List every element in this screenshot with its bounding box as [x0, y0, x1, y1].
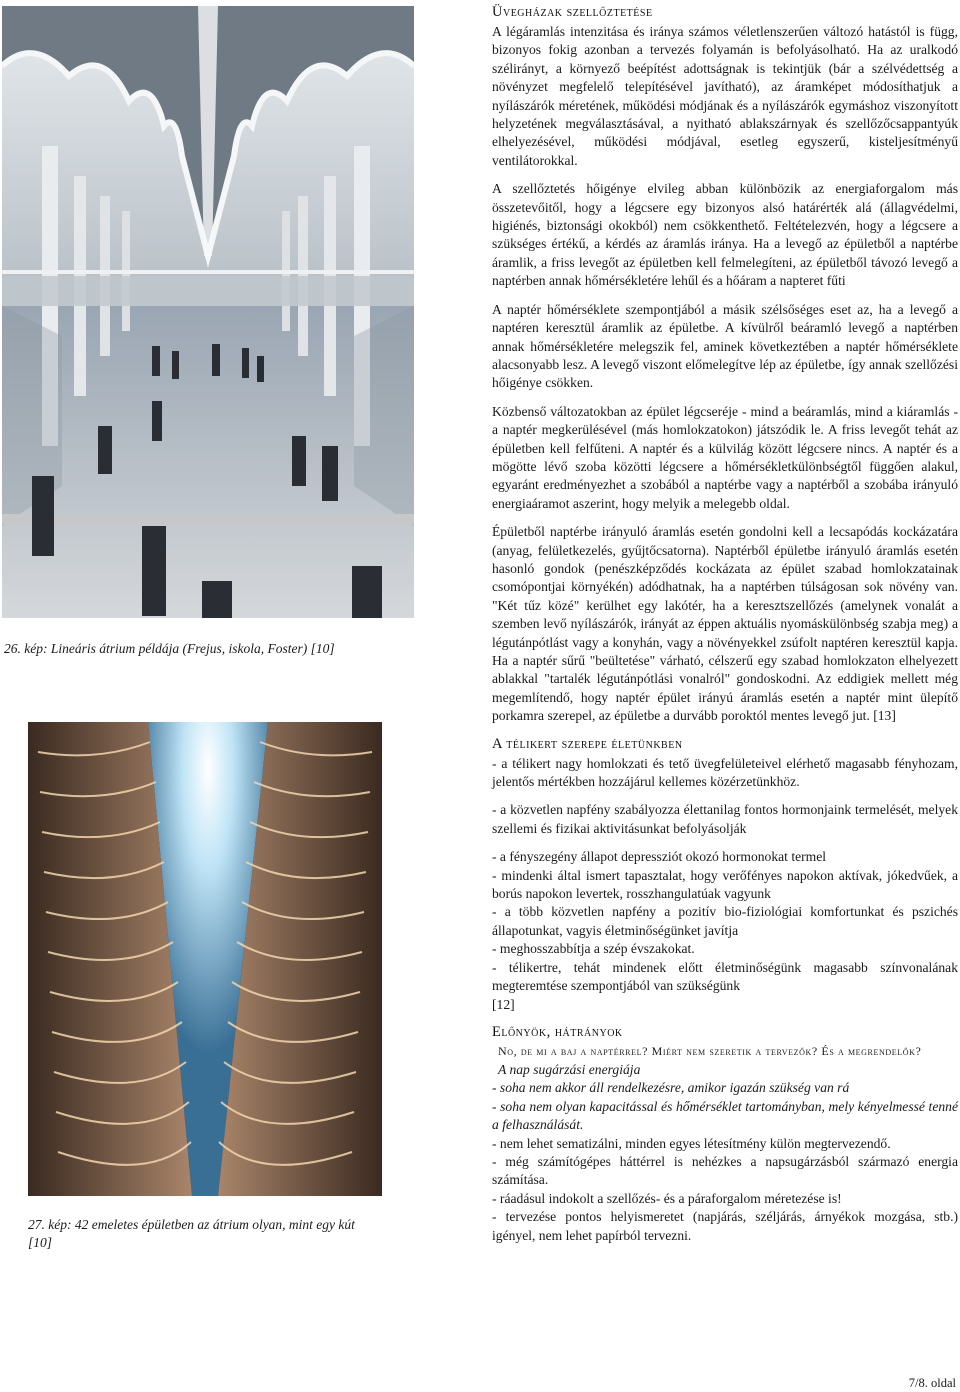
paragraph: A naptér hőmérséklete szempontjából a másik szélsőséges eset az, ha a levegő a naptéren keresztül áramlik az épületbe. A kívülről beáramló levegő a naptérben annak hőmérsékletére melegszik fel, aminek következtében a naptér hőmérséklete alacsonyabb lesz. A levegő viszont előmelegítve lép az épületbe, így annak szellőzési hőigénye csökken. [492, 301, 958, 391]
paragraph: - a télikert nagy homlokzati és tető üvegfelületeivel elérhető magasabb fényhozam, jelentős mértékben hozzájárul kellemes közérzetünkhöz. [492, 755, 958, 790]
figure-27-number: 27. kép: [28, 1217, 72, 1232]
paragraph: A szellőztetés hőigénye elvileg abban különbözik az energiaforgalom más összetevőitől, hogy a légcsere egy bizonyos alsó határérték alá (állagvédelmi, higiénés, biztonsági okokból) nem csökkenthető. Feltételezvén, hogy a légcsere a szükséges értékű, a kérdés az áramlás iránya. Ha a levegő az épületből a naptérbe áramlik, a friss levegőt az épületben kell felmelegíteni, az épületből távozó levegő a naptérben annak hőmérsékletére lehűl és a hőáram a napteret fűti [492, 181, 958, 289]
page-number: 7/8. oldal [908, 1376, 956, 1390]
list-item: - mindenki által ismert tapasztalat, hogy verőfényes napokon aktívak, jókedvűek, a borús napokon levertek, rosszhangulatúak vagyunk [492, 867, 958, 902]
figure-27-photo [28, 722, 382, 1196]
tower-atrium-illustration [28, 722, 382, 1196]
reference: [12] [492, 996, 515, 1012]
list-item: - nem lehet sematizálni, minden egyes létesítmény külön megtervezendő. [492, 1135, 891, 1151]
list-item: - tervezése pontos helyismeretet (napjárás, széljárás, árnyékok mozgása, stb.) igényel, nem lehet papírból tervezni. [492, 1209, 958, 1243]
list-item: - télikertre, tehát mindenek előtt életminőségünk magasabb színvonalának megteremtése szempontjából van szükségünk [492, 959, 958, 994]
text-column [492, 4, 958, 1245]
atrium-photo-illustration [2, 6, 414, 618]
list-item: - a fényszegény állapot depressziót okozó hormonokat termel [492, 849, 827, 865]
paragraph: A légáramlás intenzitása és iránya számos véletlenszerűen változó hatástól is függ, bizonyos fokig azonban a tervezés folyamán is befolyásolható. Ha az uralkodó szélirányt, a környező beépítést adottságnak is tekintjük (bár a szélvédettség a növényzet megfelelő telepítésével javítható), az áramképet módosíthatjuk a nyílászárók méretének, működési módjának és a nyílászárók egymáshoz viszonyított helyzetének megválasztásával, a nyitható ablakszárnyak és szellőzőcsappantyúk elhelyezésével, működési módjával, esetleg egyszerű, kisteljesítményű ventilátorokkal. [492, 24, 958, 168]
list-item: - a több közvetlen napfény a pozitív bio-fiziológiai komfortunkat és pszichés állapotunkat, vagyis életminőségünket javítja [492, 904, 958, 938]
section-heading-ventilation: Üvegházak szellőztetése [492, 4, 653, 20]
italic-lead: A nap sugárzási energiája [498, 1061, 641, 1077]
list-item: - meghosszabbítja a szép évszakokat. [492, 941, 695, 957]
figure-26-caption-text: Lineáris átrium példája (Frejus, iskola, Foster) [10] [50, 641, 335, 656]
paragraph: - a közvetlen napfény szabályozza élettanilag fontos hormonjaink termelését, melyek szellemi és fizikai aktivitásunkat befolyásolják [492, 802, 958, 836]
list-item: - soha nem akkor áll rendelkezésre, amikor igazán szükség van rá [492, 1080, 850, 1096]
section-heading-pros-cons: Előnyök, hátrányok [492, 1023, 623, 1040]
figure-26-caption [4, 640, 404, 658]
list-item: - ráadásul indokolt a szellőzés- és a páraforgalom méretezése is! [492, 1190, 842, 1206]
section-heading-wintergarden: A télikert szerepe életünkben [492, 735, 683, 752]
figure-27-caption [28, 1216, 378, 1252]
subheading-questions: No, de mi a baj a naptérrel? Miért nem szeretik a tervezők? És a megrendelők? [498, 1043, 922, 1058]
figure-26-photo [2, 6, 414, 618]
list-item: - még számítógépes háttérrel is nehézkes a napsugárzásból származó energia számítása. [492, 1153, 958, 1188]
list-item: - soha nem olyan kapacitással és hőmérséklet tartományban, mely kényelmessé tenné a felhasználását. [492, 1098, 958, 1133]
figure-27-caption-text: 42 emeletes épületben az átrium olyan, mint egy kút [10] [28, 1217, 355, 1250]
paragraph: Épületből naptérbe irányuló áramlás esetén gondolni kell a lecsapódás kockázatára (anyag, felületkezelés, gyűjtőcsatorna). Naptérből épületbe irányuló áramlás esetén hasonló gondok (penészképződés kockázata az épület szabad homlokzatainak csomópontjai környékén) adódhatnak, ha a naptérben túlságosan sok növény van. "Két tűz közé" kerülhet egy lakótér, ha a keresztszellőzés (amelynek vonalát a szemben levő nyílászárók, irányát az éppen aktuális nyomáskülönbség szabja meg) a légutánpótlást vagy a konyhán, vagy a növényekkel zsúfolt naptéren keresztül kapja. Ha a naptér sűrű "beültetése" várható, célszerű egy szabad homlokzaton elhelyezett ablakkal "tartalék légutánpótlási vonalról" gondoskodni. Az eddigiek mellett még megemlítendő, hogy naptér épület irányú áramlás esetén a naptér mint ülepítő porkamra szerepel, az épületbe a durvább poroktól mentes levegő jut. [13] [492, 524, 958, 724]
paragraph: Közbenső változatokban az épület légcseréje - mind a beáramlás, mind a kiáramlás - a naptér megkerülésével (más homlokzatokon) játszódik le. A friss levegőt tehát az épületben kell felfűteni. A naptér és a külvilág között légcsere nincs. A naptér és a mögötte lévő szoba közötti légcsere a hőmérsékletkülönbségtől függően alakul, egyaránt eredményezhet a szobából a naptérbe vagy a naptérből a szobába irányuló energiaáramot aszerint, hogy melyik a melegebb oldal. [492, 403, 958, 511]
figure-26-number: 26. kép: [4, 641, 48, 656]
